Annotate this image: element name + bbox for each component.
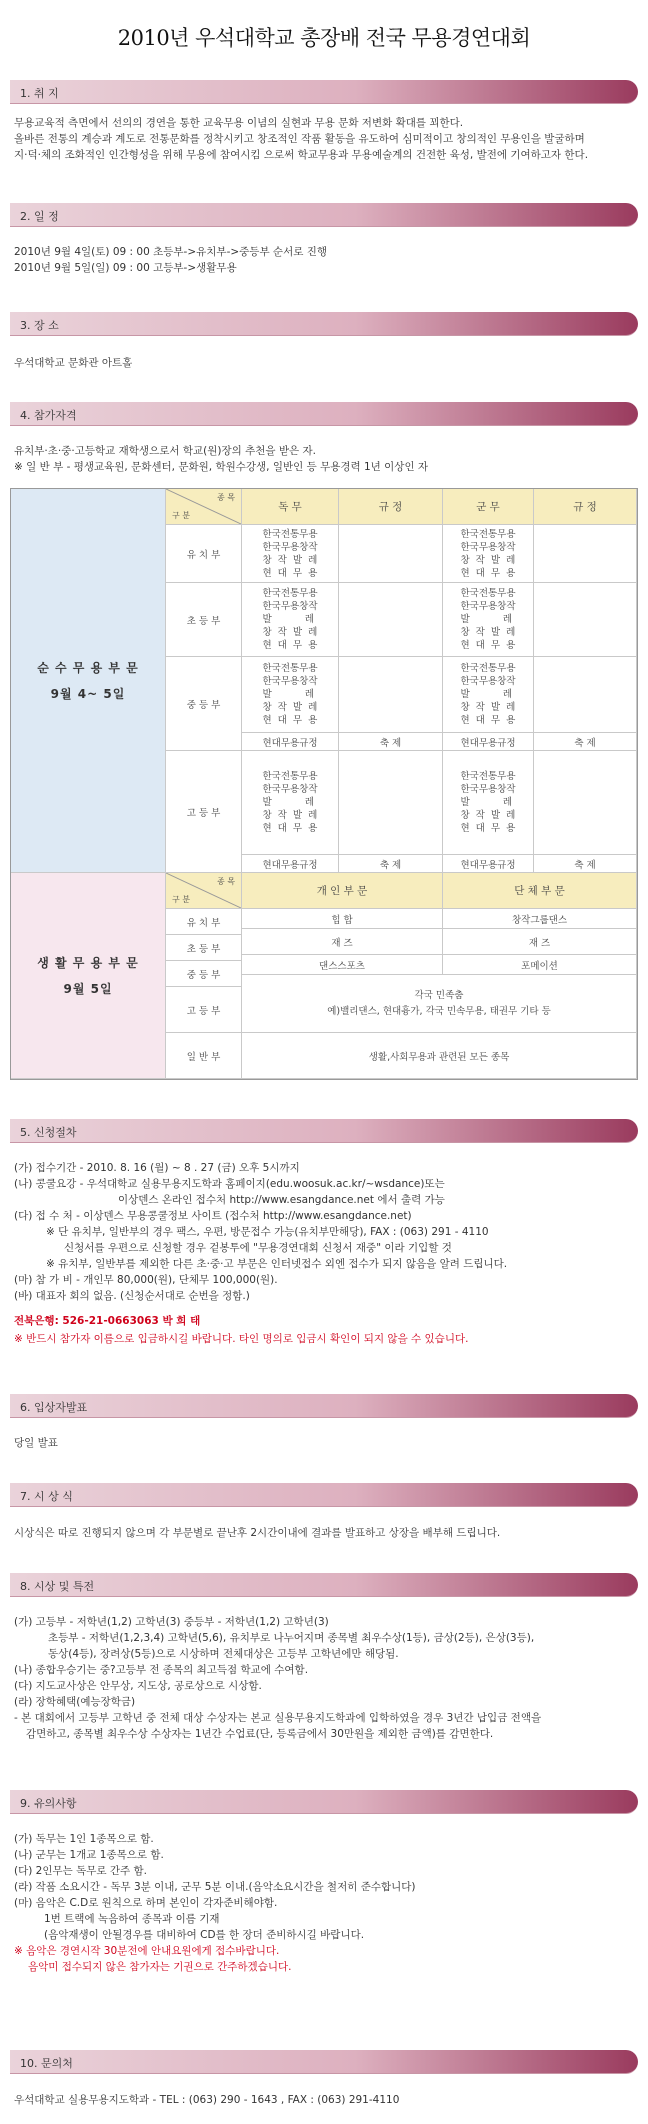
- section-heading-awards: 8. 시상 및 특전: [10, 1573, 638, 1597]
- row-label-high: 고 등 부: [166, 751, 242, 873]
- high-modern-rule-label-2: 현대무용규정: [443, 855, 534, 873]
- section-heading-notes: 9. 유의사항: [10, 1790, 638, 1814]
- elementary-solo-rule: [339, 583, 443, 657]
- table-corner-2: 종 목 구 분: [166, 873, 242, 909]
- section-heading-contact: 10. 문의처: [10, 2050, 638, 2074]
- life-row-high: 고 등 부: [166, 987, 242, 1033]
- life-dance-category: 생 활 무 용 부 문 9월 5일: [11, 873, 166, 1079]
- header-rule: 규 정: [339, 489, 443, 525]
- middle-modern-rule-label-2: 현대무용규정: [443, 733, 534, 751]
- middle-group: 한국전통무용 한국무용창작 발 레 창 작 발 레 현 대 무 용: [443, 657, 534, 733]
- venue-text: 우석대학교 문화관 아트홀: [14, 357, 133, 369]
- jazz-team-cell: 재 즈: [443, 929, 637, 955]
- hiphop-cell: 힙 합: [242, 909, 443, 929]
- middle-group-rule: [534, 657, 637, 733]
- header-solo: 독 무: [242, 489, 339, 525]
- middle-modern-rule-value: 축 제: [339, 733, 443, 751]
- header-rule-2: 규 정: [534, 489, 637, 525]
- category-table: [10, 488, 638, 1080]
- high-group: 한국전통무용 한국무용창작 발 레 창 작 발 레 현 대 무 용: [443, 751, 534, 855]
- elementary-group-rule: [534, 583, 637, 657]
- kindergarten-group: 한국전통무용 한국무용창작 창 작 발 레 현 대 무 용: [443, 525, 534, 583]
- high-modern-rule-label: 현대무용규정: [242, 855, 339, 873]
- kindergarten-solo-rule: [339, 525, 443, 583]
- general-cell: 생활,사회무용과 관련된 모든 종목: [242, 1033, 637, 1079]
- middle-solo: 한국전통무용 한국무용창작 발 레 창 작 발 레 현 대 무 용: [242, 657, 339, 733]
- page-title: 2010년 우석대학교 총장배 전국 무용경연대회: [117, 26, 531, 50]
- bank-account: 전북은행: 526-21-0663063 박 희 태: [14, 1315, 201, 1327]
- section-heading-schedule: 2. 일 정: [10, 203, 638, 227]
- table-corner: 종 목 구 분: [166, 489, 242, 525]
- row-label-elementary: 초 등 부: [166, 583, 242, 657]
- section-heading-ceremony: 7. 시 상 식: [10, 1483, 638, 1507]
- row-label-kindergarten: 유 치 부: [166, 525, 242, 583]
- elementary-solo: 한국전통무용 한국무용창작 발 레 창 작 발 레 현 대 무 용: [242, 583, 339, 657]
- high-solo: 한국전통무용 한국무용창작 발 레 창 작 발 레 현 대 무 용: [242, 751, 339, 855]
- high-modern-rule-value-2: 축 제: [534, 855, 637, 873]
- section-heading-announcement: 6. 입상자발표: [10, 1394, 638, 1418]
- contact-text: 우석대학교 실용무용지도학과 - TEL : (063) 290 - 1643 , FAX : (063) 291-4110: [14, 2094, 400, 2106]
- dancesport-cell: 댄스스포츠: [242, 955, 443, 975]
- middle-solo-rule: [339, 657, 443, 733]
- high-solo-rule: [339, 751, 443, 855]
- schedule-text: 2010년 9월 4일(토) 09 : 00 초등부->유치부->중등부 순서로 진행 2010년 9월 5일(일) 09 : 00 고등부->생활무용: [14, 246, 327, 274]
- notes-text: (가) 독무는 1인 1종목으로 함. (나) 군무는 1개교 1종목으로 함. (다) 2인무는 독무로 간주 함. (라) 작품 소요시간 - 독무 3분 이내, 군무 5분 이내.(음악소요시간을 철저히 준수합니다) (마) 음악은 C.D로 원칙으로 하며 본인이 각자준비해야함. 1번 트랙에 녹음하여 종목과 이름 기재 (음악재생이 안될경우를 대비하여 CD를 한 장더 준비하시길 바랍니다. ※ 음악은 경연시작 30분전에 안내요원에게 접수바랍니다. 음악미 접수되지 않은 참가자는 기권으로 간주하겠습니다.: [14, 1833, 416, 1973]
- header-team: 단 체 부 문: [443, 873, 637, 909]
- high-modern-rule-value: 축 제: [339, 855, 443, 873]
- section-heading-application: 5. 신청절차: [10, 1119, 638, 1143]
- header-individual: 개 인 부 문: [242, 873, 443, 909]
- ceremony-text: 시상식은 따로 진행되지 않으며 각 부문별로 끝난후 2시간이내에 결과를 발표하고 상장을 배부해 드립니다.: [14, 1527, 501, 1539]
- middle-modern-rule-label: 현대무용규정: [242, 733, 339, 751]
- purpose-text: 무용교육적 측면에서 선의의 경연을 통한 교육무용 이념의 실현과 무용 문화 저변화 확대를 꾀한다. 올바른 전통의 계승과 계도로 전통문화를 정착시키고 창조적인 작품 활동을 유도하여 심미적이고 창의적인 무용인을 발굴하며 지·덕·체의 조화적인 인간형성을 위해 무용에 참여시킴 으로써 학교무용과 무용예술계의 건전한 육성, 발전에 기여하고자 한다.: [14, 117, 589, 161]
- row-label-middle: 중 등 부: [166, 657, 242, 751]
- section-heading-eligibility: 4. 참가자격: [10, 402, 638, 426]
- life-row-elementary: 초 등 부: [166, 935, 242, 961]
- formation-cell: 포메이션: [443, 955, 637, 975]
- life-row-middle: 중 등 부: [166, 961, 242, 987]
- deposit-notice: ※ 반드시 참가자 이름으로 입금하시길 바랍니다. 타인 명의로 입금시 확인이 되지 않을 수 있습니다.: [14, 1333, 469, 1345]
- elementary-group: 한국전통무용 한국무용창작 발 레 창 작 발 레 현 대 무 용: [443, 583, 534, 657]
- kindergarten-solo: 한국전통무용 한국무용창작 창 작 발 레 현 대 무 용: [242, 525, 339, 583]
- pure-dance-category: 순 수 무 용 부 문 9월 4~ 5일: [11, 489, 166, 873]
- jazz-individual-cell: 재 즈: [242, 929, 443, 955]
- middle-modern-rule-value-2: 축 제: [534, 733, 637, 751]
- high-group-rule: [534, 751, 637, 855]
- section-heading-purpose: 1. 취 지: [10, 80, 638, 104]
- awards-text: (가) 고등부 - 저학년(1,2) 고학년(3) 중등부 - 저학년(1,2) 고학년(3) 초등부 - 저학년(1,2,3,4) 고학년(5,6), 유치부로 나누어지며 종목별 최우수상(1등), 금상(2등), 은상(3등), 동상(4등), 장려상(5등)으로 시상하며 전체대상은 고등부 고학년에만 해당됨. (나) 종합우승기는 중?고등부 전 종목의 최고득점 학교에 수여함. (다) 지도교사상은 안무상, 지도상, 공로상으로 시상함. (라) 장학혜택(예능장학금) - 본 대회에서 고등부 고학년 중 전체 대상 수상자는 본교 실용무용지도학과에 입학하였을 경우 3년간 납입금 전액을 감면하고, 종목별 최우수상 수상자는 1년간 수업료(단, 등록금에서 30만원을 제외한 금액)를 감면한다.: [14, 1616, 542, 1740]
- section-heading-venue: 3. 장 소: [10, 312, 638, 336]
- life-row-general: 일 반 부: [166, 1033, 242, 1079]
- showgroup-cell: 창작그룹댄스: [443, 909, 637, 929]
- kindergarten-group-rule: [534, 525, 637, 583]
- eligibility-text: 유치부·초·중·고등학교 재학생으로서 학교(원)장의 추천을 받은 자. ※ 일 반 부 - 평생교육원, 문화센터, 문화원, 학원수강생, 일반인 등 무용경력 1년 이상인 자: [14, 445, 429, 473]
- application-text: (가) 접수기간 - 2010. 8. 16 (월) ~ 8 . 27 (금) 오후 5시까지 (나) 콩쿨요강 - 우석대학교 실용무용지도학과 홈페이지(edu.woosuk.ac.kr/~wsdance)또는 이상덴스 온라인 접수처 http://www.esangdance.net 에서 출력 가능 (다) 접 수 처 - 이상덴스 무용콩쿨정보 사이트 (접수처 http://www.esangdance.net) ※ 단 유치부, 일반부의 경우 팩스, 우편, 방문접수 가능(유치부만해당), FAX : (063) 291 - 4110 신청서를 우편으로 신청할 경우 겉봉투에 "무용경연대회 신청서 재중" 이라 기입할 것 ※ 유치부, 일반부를 제외한 다른 초·중·고 부문은 인터넷접수 외엔 접수가 되지 않음을 알려 드립니다. (마) 참 가 비 - 개인무 80,000(원), 단체무 100,000(원). (바) 대표자 회의 없음. (신청순서대로 순번을 정함.): [14, 1162, 508, 1302]
- announcement-text: 당일 발표: [14, 1437, 58, 1449]
- life-row-kindergarten: 유 치 부: [166, 909, 242, 935]
- header-group: 군 무: [443, 489, 534, 525]
- various-dance-cell: 각국 민족춤 예)밸리댄스, 현대흉가, 각국 민속무용, 태권무 기타 등: [242, 975, 637, 1033]
